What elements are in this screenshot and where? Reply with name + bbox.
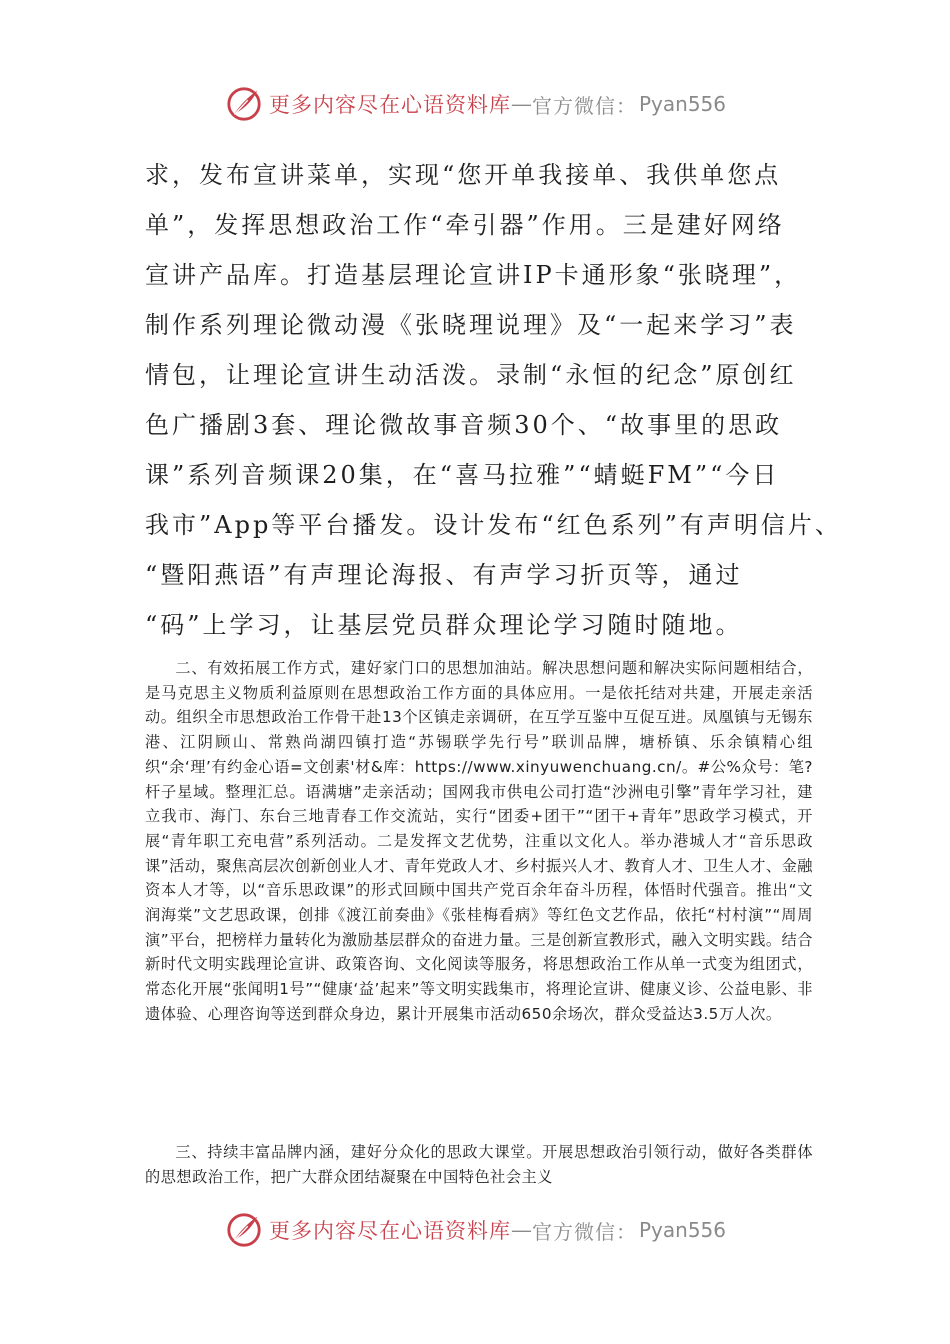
watermark-subtitle: 官方微信： xyxy=(532,1219,637,1244)
footer-watermark xyxy=(225,1208,745,1252)
header-watermark xyxy=(225,82,745,126)
text-line: 制作系列理论微动漫《张晓理说理》及“一起来学习”表 xyxy=(145,311,797,339)
text-line: 我市”App等平台播发。设计发布“红色系列”有声明信片、 xyxy=(145,511,842,539)
quill-pen-logo-icon xyxy=(225,1211,263,1249)
text-line: 色广播剧3套、理论微故事音频30个、“故事里的思政 xyxy=(145,411,783,439)
watermark-account: Pyan556 xyxy=(639,1218,727,1242)
text-line: “暨阳燕语”有声理论海报、有声学习折页等，通过 xyxy=(145,561,743,589)
text-line: 单”，发挥思想政治工作“牵引器”作用。三是建好网络 xyxy=(145,211,785,239)
watermark-subtitle: 官方微信： xyxy=(532,93,637,118)
large-text-block xyxy=(145,150,842,650)
paragraph-text: 三、持续丰富品牌内涵，建好分众化的思政大课堂。开展思想政治引领行动，做好各类群体的思想政治工作，把广大群众团结凝聚在中国特色社会主义 xyxy=(145,1143,813,1186)
watermark-dash: — xyxy=(511,1218,532,1242)
text-line: 求，发布宣讲菜单，实现“您开单我接单、我供单您点 xyxy=(145,161,782,189)
watermark-dash: — xyxy=(511,92,532,116)
paragraph-section-3 xyxy=(145,1140,813,1189)
watermark-title: 更多内容尽在心语资料库 xyxy=(269,93,511,117)
paragraph-section-2 xyxy=(145,656,813,1027)
text-line: 课”系列音频课20集，在“喜马拉雅”“蜻蜓FM”“今日 xyxy=(145,461,780,489)
text-line: 宣讲产品库。打造基层理论宣讲IP卡通形象“张晓理”， xyxy=(145,261,802,289)
paragraph-text: 二、有效拓展工作方式，建好家门口的思想加油站。解决思想问题和解决实际问题相结合，是马克思主义物质利益原则在思想政治工作方面的具体应用。一是依托结对共建，开展走亲活动。组织全市思想政治工作骨干赴13个区镇走亲调研，在互学互鉴中互促互进。凤凰镇与无锡东港、江阴顾山、常熟尚湖四镇打造“苏锡联学先行号”联训品牌，塘桥镇、乐余镇精心组织“余‘理’有约金心语=文创素'材&库：https://www.xinyuwenchuang.cn/。#公%众号：笔?杆子星域。整理汇总。语满塘”走亲活动；国网我市供电公司打造“沙洲电引擎”青年学习社，建立我市、海门、东台三地青春工作交流站，实行“团委+团干”“团干+青年”思政学习模式，开展“青年职工充电营”系列活动。二是发挥文艺优势，注重以文化人。举办港城人才“音乐思政课”活动，聚焦高层次创新创业人才、青年党政人才、乡村振兴人才、教育人才、卫生人才、金融资本人才等，以“音乐思政课”的形式回顾中国共产党百余年奋斗历程，体悟时代强音。推出“文润海棠”文艺思政课，创排《渡江前奏曲》《张桂梅看病》等红色文艺作品，依托“村村演”“周周演”平台，把榜样力量转化为激励基层群众的奋进力量。三是创新宣教形式，融入文明实践。结合新时代文明实践理论宣讲、政策咨询、文化阅读等服务，将思想政治工作从单一式变为组团式，常态化开展“张闻明1号”“健康‘益’起来”等文明实践集市，将理论宣讲、健康义诊、公益电影、非遗体验、心理咨询等送到群众身边，累计开展集市活动650余场次，群众受益达3.5万人次。 xyxy=(145,659,813,1023)
watermark-account: Pyan556 xyxy=(639,92,727,116)
watermark-title: 更多内容尽在心语资料库 xyxy=(269,1219,511,1243)
text-line: “码”上学习，让基层党员群众理论学习随时随地。 xyxy=(145,611,743,639)
text-line: 情包，让理论宣讲生动活泼。录制“永恒的纪念”原创红 xyxy=(145,361,797,389)
quill-pen-logo-icon xyxy=(225,85,263,123)
